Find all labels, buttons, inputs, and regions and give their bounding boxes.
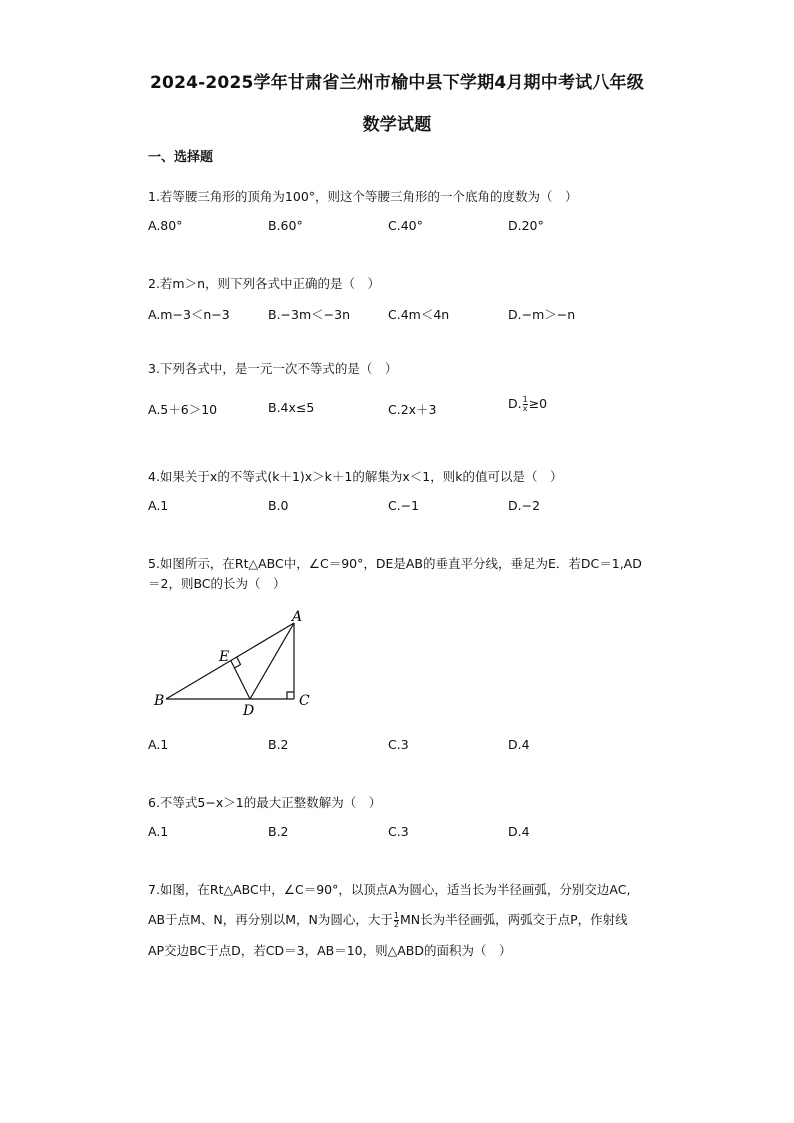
- question-3-text: 3.下列各式中，是一元一次不等式的是（ ）: [148, 361, 398, 376]
- question-2-text: 2.若m＞n，则下列各式中正确的是（ ）: [148, 276, 381, 291]
- question-4-text: 4.如果关于x的不等式(k＋1)x＞k＋1的解集为x＜1，则k的值可以是（ ）: [148, 469, 563, 484]
- question-5-text-line1: 5.如图所示，在Rt△ABC中，∠C＝90°，DE是AB的垂直平分线，垂足为E．若DC＝1,AD: [148, 556, 642, 571]
- option-a: A.1: [148, 824, 169, 839]
- question-1-text: 1.若等腰三角形的顶角为100°，则这个等腰三角形的一个底角的度数为（ ）: [148, 189, 578, 204]
- label-b: B: [154, 693, 165, 709]
- question-7-line2-part2: MN长为半径画弧，两弧交于点P，作射线: [400, 912, 628, 927]
- option-d: [508, 396, 547, 413]
- option-d-suffix: ≥0: [528, 396, 548, 411]
- label-c: C: [299, 693, 310, 709]
- option-d: D.4: [508, 737, 530, 752]
- question-6-options: [148, 824, 648, 842]
- fraction: [523, 396, 528, 413]
- triangle-figure: [150, 605, 330, 720]
- question-2-options: [148, 305, 648, 323]
- question-7-text-line1: 7.如图，在Rt△ABC中，∠C＝90°，以顶点A为圆心，适当长为半径画弧，分别交边AC,: [148, 882, 631, 897]
- right-angle-mark-e: [235, 658, 241, 669]
- question-7-text-line3: AP交边BC于点D，若CD＝3，AB＝10，则△ABD的面积为（ ）: [148, 943, 512, 958]
- question-7-line2-part1: AB于点M、N，再分别以M，N为圆心，大于: [148, 912, 393, 927]
- option-d: D.20°: [508, 218, 544, 233]
- option-a: A.1: [148, 737, 169, 752]
- option-b: B.−3m＜−3n: [268, 307, 351, 322]
- option-b: B.60°: [268, 218, 303, 233]
- option-c: C.2x＋3: [388, 402, 437, 417]
- option-b: B.4x≤5: [268, 400, 315, 415]
- question-5-options: [148, 737, 648, 755]
- label-e: E: [219, 649, 230, 665]
- option-c: C.−1: [388, 498, 420, 513]
- option-c: C.3: [388, 824, 409, 839]
- segment-ab: [166, 623, 294, 699]
- option-a: A.1: [148, 498, 169, 513]
- question-3-options: [148, 395, 648, 418]
- question-5-text-line2: ＝2，则BC的长为（ ）: [148, 576, 286, 591]
- option-b: B.2: [268, 737, 289, 752]
- fraction-numerator: 1: [522, 395, 528, 404]
- option-d-prefix: D.: [508, 396, 522, 411]
- fraction-denominator: 2: [393, 920, 399, 929]
- exam-title-line1: 2024-2025学年甘肃省兰州市榆中县下学期4月期中考试八年级: [150, 73, 644, 93]
- fraction-denominator: x: [522, 404, 528, 413]
- option-a: A.m−3＜n−3: [148, 307, 230, 322]
- exam-title-line2: 数学试题: [362, 115, 432, 135]
- section-heading: 一、选择题: [148, 150, 214, 165]
- right-angle-mark-c: [287, 692, 294, 699]
- segment-ad: [250, 623, 294, 699]
- option-c: C.4m＜4n: [388, 307, 450, 322]
- option-c: C.3: [388, 737, 409, 752]
- question-1-options: [148, 218, 648, 236]
- question-4-options: [148, 498, 648, 516]
- fraction-half: [394, 912, 399, 929]
- option-a: A.80°: [148, 218, 183, 233]
- label-a: A: [292, 609, 303, 625]
- segment-de: [231, 661, 250, 699]
- option-d: D.4: [508, 824, 530, 839]
- option-c: C.40°: [388, 218, 423, 233]
- question-6-text: 6.不等式5−x＞1的最大正整数解为（ ）: [148, 795, 382, 810]
- label-d: D: [243, 703, 255, 719]
- option-d: D.−2: [508, 498, 541, 513]
- fraction-numerator: 1: [393, 911, 399, 920]
- option-a: A.5＋6＞10: [148, 402, 218, 417]
- question-7-text-line2: [148, 909, 678, 930]
- option-b: B.0: [268, 498, 289, 513]
- option-b: B.2: [268, 824, 289, 839]
- option-d: D.−m＞−n: [508, 307, 576, 322]
